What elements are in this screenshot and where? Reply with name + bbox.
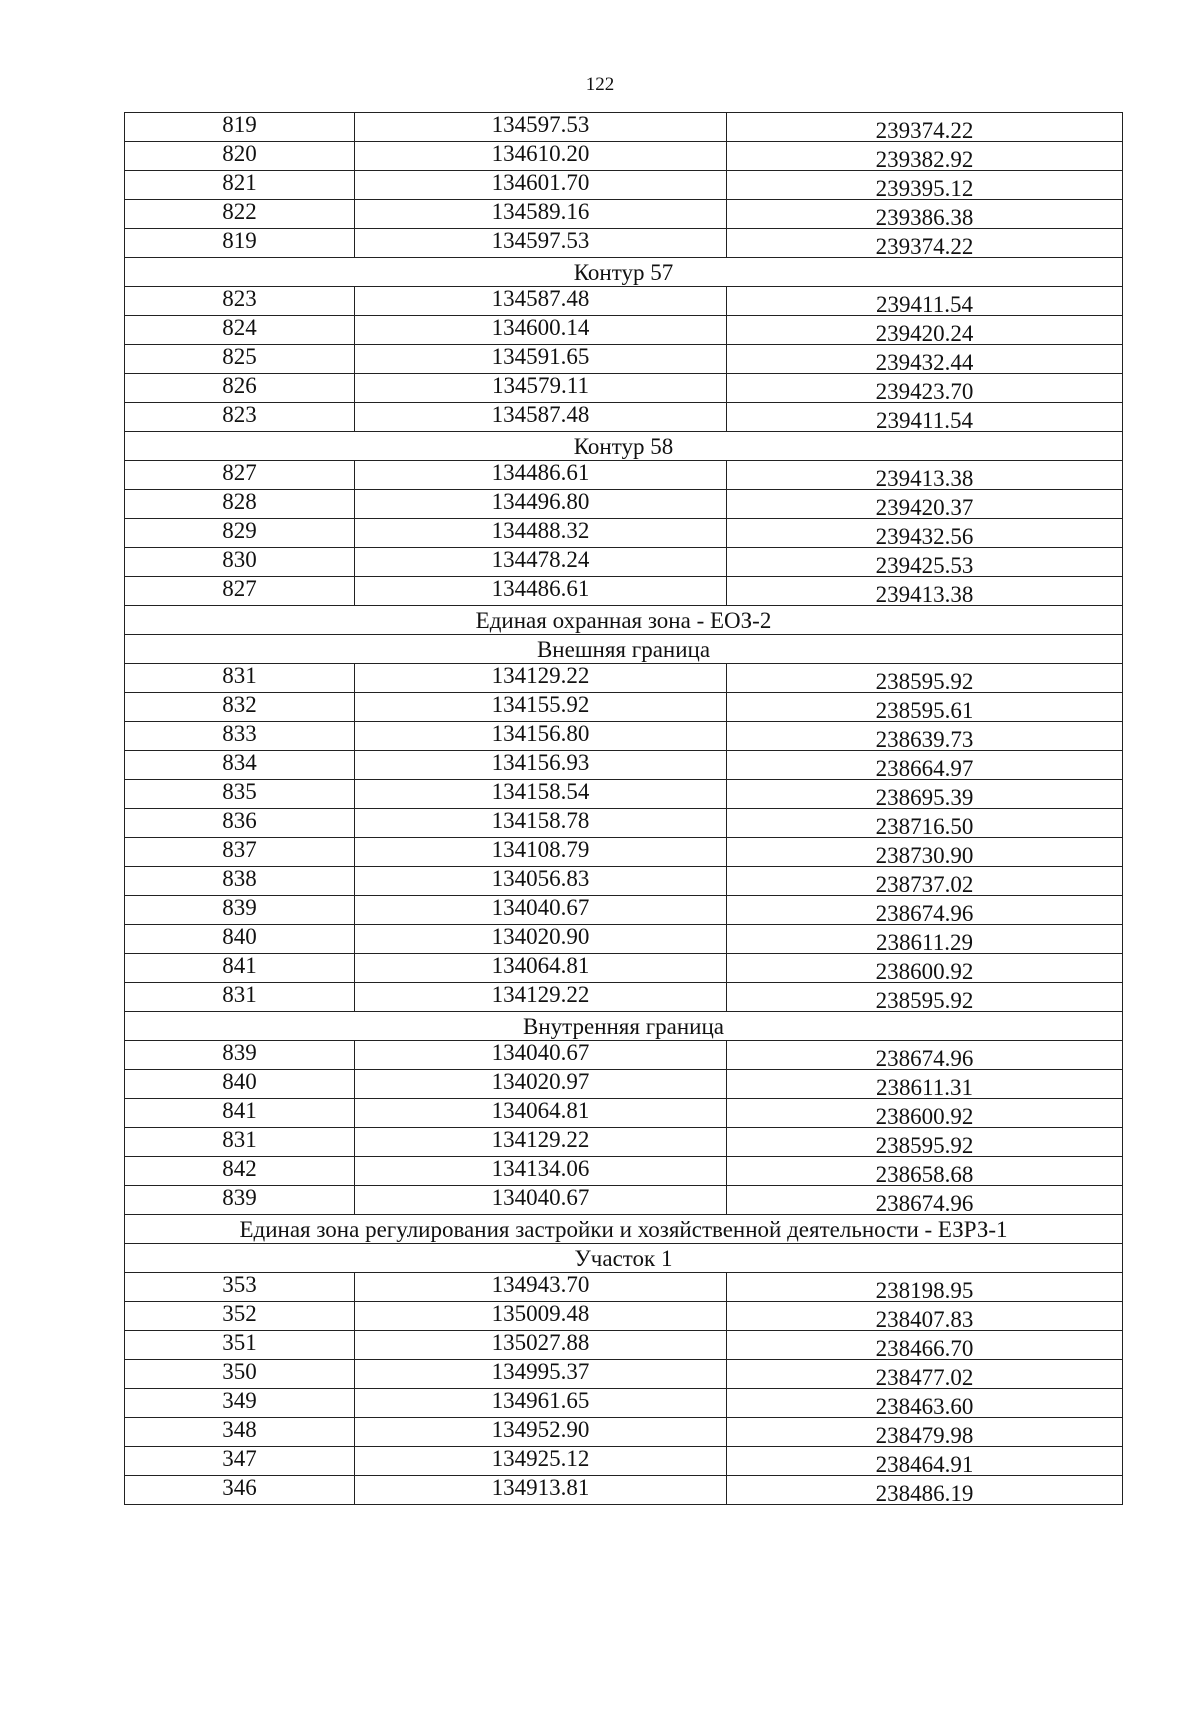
section-heading: Контур 58 bbox=[125, 432, 1123, 461]
table-row bbox=[125, 316, 1123, 345]
table-row bbox=[125, 1273, 1123, 1302]
y-coordinate-cell: 238198.95 bbox=[727, 1276, 1123, 1305]
point-number-cell: 842 bbox=[125, 1154, 355, 1183]
x-coordinate-cell: 135027.88 bbox=[355, 1328, 727, 1357]
table-row bbox=[125, 1389, 1123, 1418]
table-row bbox=[125, 171, 1123, 200]
x-coordinate-cell: 134056.83 bbox=[355, 864, 727, 893]
section-heading: Единая зона регулирования застройки и хозяйственной деятельности - ЕЗРЗ-1 bbox=[125, 1215, 1123, 1244]
section-heading-row bbox=[125, 635, 1123, 664]
point-number-cell: 353 bbox=[125, 1270, 355, 1299]
table-row bbox=[125, 142, 1123, 171]
y-coordinate-cell: 239423.70 bbox=[727, 377, 1123, 406]
point-number-cell: 826 bbox=[125, 371, 355, 400]
section-heading: Участок 1 bbox=[125, 1244, 1123, 1273]
table-row bbox=[125, 809, 1123, 838]
y-coordinate-cell: 238477.02 bbox=[727, 1363, 1123, 1392]
table-row bbox=[125, 751, 1123, 780]
table-row bbox=[125, 780, 1123, 809]
section-heading: Внутренняя граница bbox=[125, 1012, 1123, 1041]
point-number-cell: 350 bbox=[125, 1357, 355, 1386]
x-coordinate-cell: 134156.80 bbox=[355, 719, 727, 748]
table-row bbox=[125, 1476, 1123, 1505]
y-coordinate-cell: 238664.97 bbox=[727, 754, 1123, 783]
y-coordinate-cell: 238716.50 bbox=[727, 812, 1123, 841]
point-number-cell: 839 bbox=[125, 1038, 355, 1067]
table-row bbox=[125, 403, 1123, 432]
point-number-cell: 831 bbox=[125, 1125, 355, 1154]
point-number-cell: 841 bbox=[125, 1096, 355, 1125]
coordinates-table-body bbox=[125, 113, 1123, 1505]
section-heading-row bbox=[125, 1244, 1123, 1273]
table-row bbox=[125, 548, 1123, 577]
table-row bbox=[125, 287, 1123, 316]
point-number-cell: 831 bbox=[125, 661, 355, 690]
point-number-cell: 347 bbox=[125, 1444, 355, 1473]
page-number: 122 bbox=[585, 74, 615, 95]
x-coordinate-cell: 134597.53 bbox=[355, 226, 727, 255]
y-coordinate-cell: 239382.92 bbox=[727, 145, 1123, 174]
y-coordinate-cell: 238486.19 bbox=[727, 1479, 1123, 1508]
y-coordinate-cell: 238600.92 bbox=[727, 1102, 1123, 1131]
table-row bbox=[125, 954, 1123, 983]
table-row bbox=[125, 519, 1123, 548]
x-coordinate-cell: 134589.16 bbox=[355, 197, 727, 226]
y-coordinate-cell: 238595.92 bbox=[727, 1131, 1123, 1160]
x-coordinate-cell: 134486.61 bbox=[355, 458, 727, 487]
x-coordinate-cell: 134995.37 bbox=[355, 1357, 727, 1386]
section-heading-row bbox=[125, 606, 1123, 635]
point-number-cell: 835 bbox=[125, 777, 355, 806]
y-coordinate-cell: 239425.53 bbox=[727, 551, 1123, 580]
y-coordinate-cell: 238464.91 bbox=[727, 1450, 1123, 1479]
table-row bbox=[125, 1447, 1123, 1476]
y-coordinate-cell: 238730.90 bbox=[727, 841, 1123, 870]
y-coordinate-cell: 238600.92 bbox=[727, 957, 1123, 986]
section-heading-row bbox=[125, 1012, 1123, 1041]
point-number-cell: 841 bbox=[125, 951, 355, 980]
table-row bbox=[125, 1418, 1123, 1447]
point-number-cell: 348 bbox=[125, 1415, 355, 1444]
x-coordinate-cell: 134591.65 bbox=[355, 342, 727, 371]
point-number-cell: 821 bbox=[125, 168, 355, 197]
point-number-cell: 828 bbox=[125, 487, 355, 516]
x-coordinate-cell: 134587.48 bbox=[355, 284, 727, 313]
table-row bbox=[125, 1302, 1123, 1331]
x-coordinate-cell: 134134.06 bbox=[355, 1154, 727, 1183]
point-number-cell: 827 bbox=[125, 574, 355, 603]
x-coordinate-cell: 134129.22 bbox=[355, 1125, 727, 1154]
y-coordinate-cell: 238595.61 bbox=[727, 696, 1123, 725]
x-coordinate-cell: 134597.53 bbox=[355, 110, 727, 139]
point-number-cell: 837 bbox=[125, 835, 355, 864]
y-coordinate-cell: 238595.92 bbox=[727, 986, 1123, 1015]
point-number-cell: 819 bbox=[125, 110, 355, 139]
table-row bbox=[125, 577, 1123, 606]
y-coordinate-cell: 238611.29 bbox=[727, 928, 1123, 957]
y-coordinate-cell: 238595.92 bbox=[727, 667, 1123, 696]
y-coordinate-cell: 238658.68 bbox=[727, 1160, 1123, 1189]
y-coordinate-cell: 238674.96 bbox=[727, 1044, 1123, 1073]
y-coordinate-cell: 239411.54 bbox=[727, 406, 1123, 435]
table-row bbox=[125, 229, 1123, 258]
x-coordinate-cell: 134601.70 bbox=[355, 168, 727, 197]
section-heading-row bbox=[125, 432, 1123, 461]
y-coordinate-cell: 238674.96 bbox=[727, 899, 1123, 928]
table-row bbox=[125, 1099, 1123, 1128]
point-number-cell: 824 bbox=[125, 313, 355, 342]
point-number-cell: 831 bbox=[125, 980, 355, 1009]
table-row bbox=[125, 896, 1123, 925]
y-coordinate-cell: 239386.38 bbox=[727, 203, 1123, 232]
x-coordinate-cell: 134156.93 bbox=[355, 748, 727, 777]
x-coordinate-cell: 135009.48 bbox=[355, 1299, 727, 1328]
point-number-cell: 840 bbox=[125, 1067, 355, 1096]
x-coordinate-cell: 134020.90 bbox=[355, 922, 727, 951]
y-coordinate-cell: 238466.70 bbox=[727, 1334, 1123, 1363]
y-coordinate-cell: 238479.98 bbox=[727, 1421, 1123, 1450]
x-coordinate-cell: 134020.97 bbox=[355, 1067, 727, 1096]
point-number-cell: 352 bbox=[125, 1299, 355, 1328]
point-number-cell: 823 bbox=[125, 400, 355, 429]
x-coordinate-cell: 134040.67 bbox=[355, 1183, 727, 1212]
point-number-cell: 838 bbox=[125, 864, 355, 893]
point-number-cell: 827 bbox=[125, 458, 355, 487]
y-coordinate-cell: 239413.38 bbox=[727, 464, 1123, 493]
point-number-cell: 830 bbox=[125, 545, 355, 574]
y-coordinate-cell: 239432.44 bbox=[727, 348, 1123, 377]
y-coordinate-cell: 239420.37 bbox=[727, 493, 1123, 522]
x-coordinate-cell: 134478.24 bbox=[355, 545, 727, 574]
section-heading-row bbox=[125, 258, 1123, 287]
x-coordinate-cell: 134925.12 bbox=[355, 1444, 727, 1473]
x-coordinate-cell: 134943.70 bbox=[355, 1270, 727, 1299]
section-heading-row bbox=[125, 1215, 1123, 1244]
point-number-cell: 819 bbox=[125, 226, 355, 255]
x-coordinate-cell: 134158.54 bbox=[355, 777, 727, 806]
x-coordinate-cell: 134158.78 bbox=[355, 806, 727, 835]
table-row bbox=[125, 925, 1123, 954]
table-row bbox=[125, 200, 1123, 229]
table-row bbox=[125, 1128, 1123, 1157]
x-coordinate-cell: 134587.48 bbox=[355, 400, 727, 429]
y-coordinate-cell: 239374.22 bbox=[727, 116, 1123, 145]
point-number-cell: 825 bbox=[125, 342, 355, 371]
y-coordinate-cell: 239413.38 bbox=[727, 580, 1123, 609]
table-row bbox=[125, 1186, 1123, 1215]
point-number-cell: 349 bbox=[125, 1386, 355, 1415]
x-coordinate-cell: 134952.90 bbox=[355, 1415, 727, 1444]
x-coordinate-cell: 134064.81 bbox=[355, 951, 727, 980]
point-number-cell: 839 bbox=[125, 1183, 355, 1212]
table-row bbox=[125, 461, 1123, 490]
y-coordinate-cell: 239374.22 bbox=[727, 232, 1123, 261]
point-number-cell: 351 bbox=[125, 1328, 355, 1357]
section-heading: Контур 57 bbox=[125, 258, 1123, 287]
x-coordinate-cell: 134040.67 bbox=[355, 1038, 727, 1067]
y-coordinate-cell: 238639.73 bbox=[727, 725, 1123, 754]
x-coordinate-cell: 134040.67 bbox=[355, 893, 727, 922]
y-coordinate-cell: 238737.02 bbox=[727, 870, 1123, 899]
y-coordinate-cell: 239395.12 bbox=[727, 174, 1123, 203]
table-row bbox=[125, 693, 1123, 722]
point-number-cell: 823 bbox=[125, 284, 355, 313]
y-coordinate-cell: 238407.83 bbox=[727, 1305, 1123, 1334]
x-coordinate-cell: 134129.22 bbox=[355, 980, 727, 1009]
point-number-cell: 820 bbox=[125, 139, 355, 168]
table-row bbox=[125, 838, 1123, 867]
table-row bbox=[125, 664, 1123, 693]
table-row bbox=[125, 1331, 1123, 1360]
x-coordinate-cell: 134610.20 bbox=[355, 139, 727, 168]
table-row bbox=[125, 345, 1123, 374]
x-coordinate-cell: 134600.14 bbox=[355, 313, 727, 342]
table-row bbox=[125, 1360, 1123, 1389]
x-coordinate-cell: 134488.32 bbox=[355, 516, 727, 545]
point-number-cell: 832 bbox=[125, 690, 355, 719]
y-coordinate-cell: 238463.60 bbox=[727, 1392, 1123, 1421]
table-row bbox=[125, 490, 1123, 519]
x-coordinate-cell: 134108.79 bbox=[355, 835, 727, 864]
point-number-cell: 833 bbox=[125, 719, 355, 748]
x-coordinate-cell: 134155.92 bbox=[355, 690, 727, 719]
table-row bbox=[125, 113, 1123, 142]
y-coordinate-cell: 238695.39 bbox=[727, 783, 1123, 812]
y-coordinate-cell: 238611.31 bbox=[727, 1073, 1123, 1102]
table-row bbox=[125, 867, 1123, 896]
table-row bbox=[125, 1070, 1123, 1099]
x-coordinate-cell: 134913.81 bbox=[355, 1473, 727, 1502]
table-row bbox=[125, 1041, 1123, 1070]
table-row bbox=[125, 983, 1123, 1012]
coordinates-table bbox=[124, 112, 1123, 1505]
x-coordinate-cell: 134579.11 bbox=[355, 371, 727, 400]
point-number-cell: 829 bbox=[125, 516, 355, 545]
point-number-cell: 840 bbox=[125, 922, 355, 951]
x-coordinate-cell: 134486.61 bbox=[355, 574, 727, 603]
point-number-cell: 346 bbox=[125, 1473, 355, 1502]
point-number-cell: 836 bbox=[125, 806, 355, 835]
x-coordinate-cell: 134496.80 bbox=[355, 487, 727, 516]
table-row bbox=[125, 374, 1123, 403]
x-coordinate-cell: 134129.22 bbox=[355, 661, 727, 690]
y-coordinate-cell: 238674.96 bbox=[727, 1189, 1123, 1218]
y-coordinate-cell: 239411.54 bbox=[727, 290, 1123, 319]
section-heading: Единая охранная зона - ЕОЗ-2 bbox=[125, 606, 1123, 635]
section-heading: Внешняя граница bbox=[125, 635, 1123, 664]
point-number-cell: 834 bbox=[125, 748, 355, 777]
point-number-cell: 839 bbox=[125, 893, 355, 922]
y-coordinate-cell: 239432.56 bbox=[727, 522, 1123, 551]
y-coordinate-cell: 239420.24 bbox=[727, 319, 1123, 348]
table-row bbox=[125, 722, 1123, 751]
point-number-cell: 822 bbox=[125, 197, 355, 226]
table-row bbox=[125, 1157, 1123, 1186]
x-coordinate-cell: 134961.65 bbox=[355, 1386, 727, 1415]
x-coordinate-cell: 134064.81 bbox=[355, 1096, 727, 1125]
